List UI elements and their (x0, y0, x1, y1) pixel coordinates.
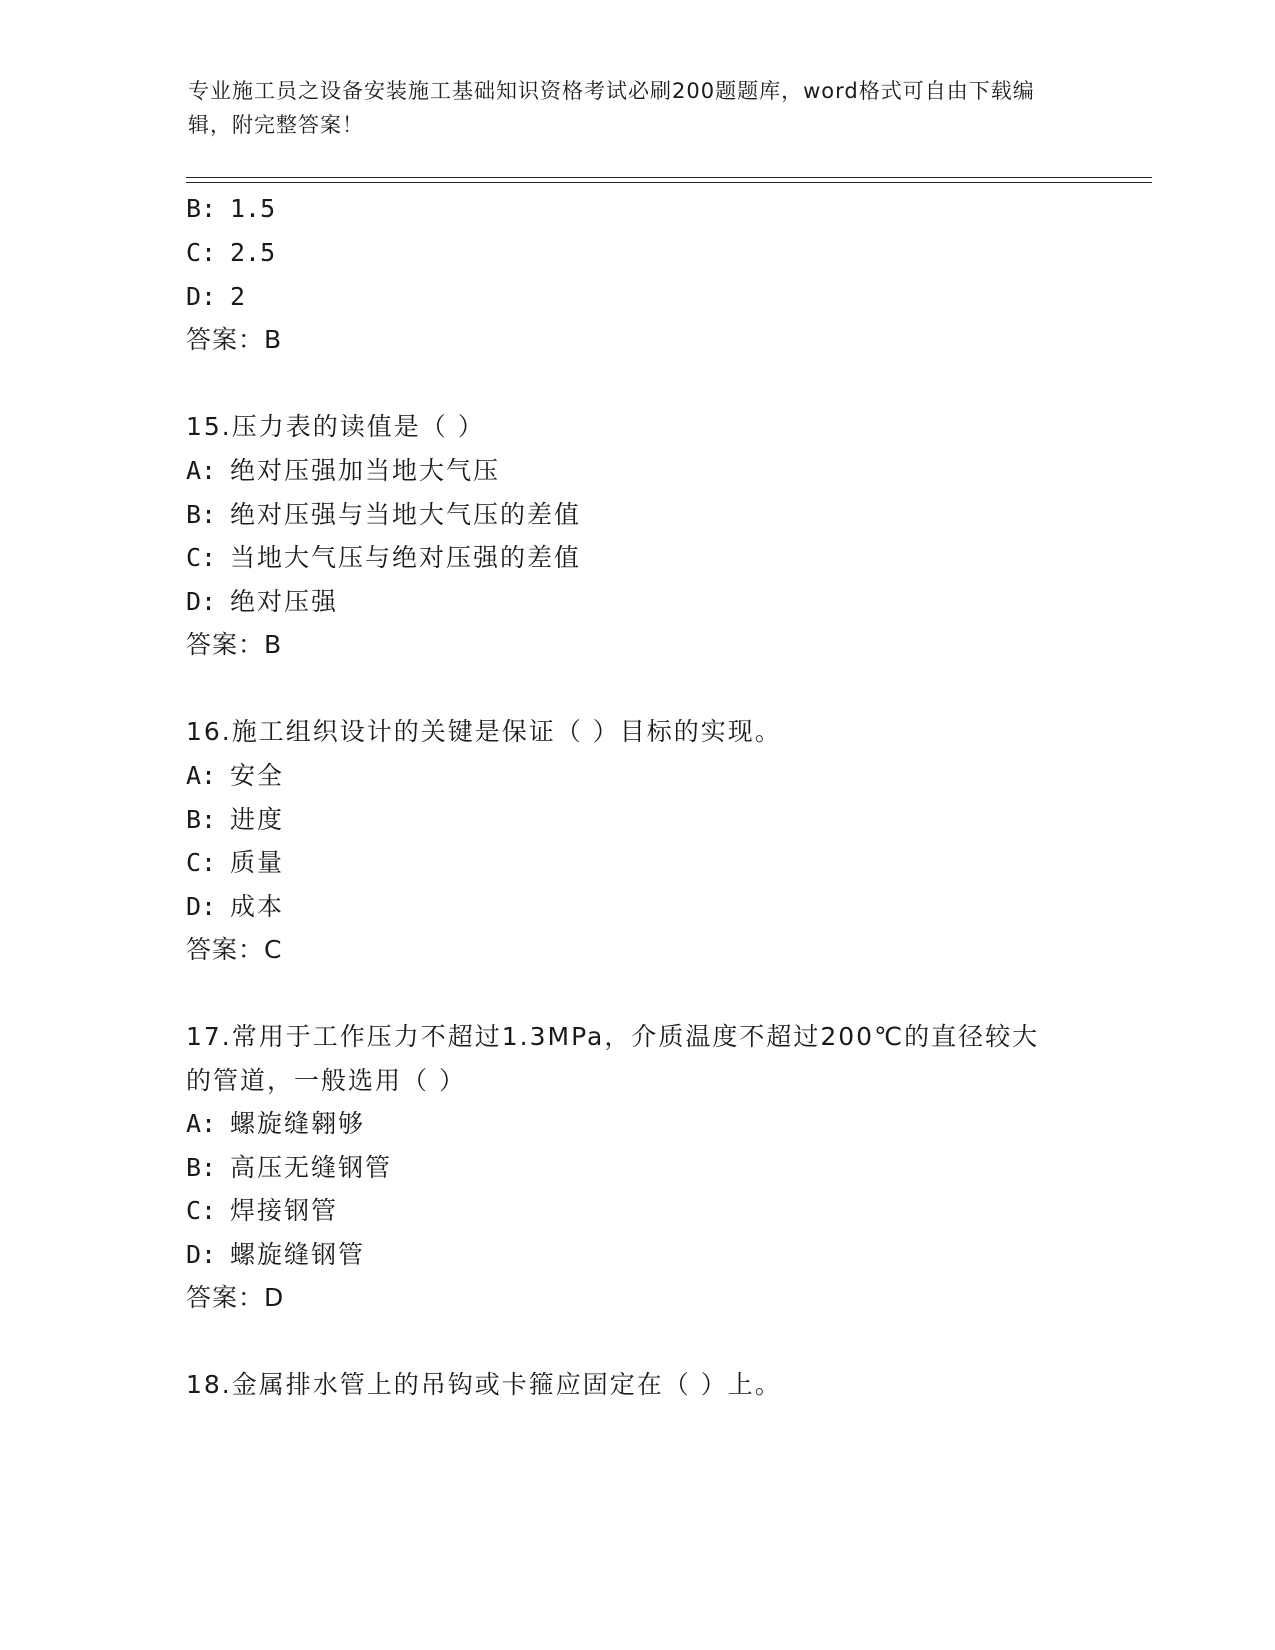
question-17-stem-line-2: 的管道，一般选用（ ） (186, 1066, 466, 1095)
question-17-option-d: D: 螺旋缝钢管 (186, 1240, 366, 1269)
question-17-answer: 答案：D (186, 1283, 285, 1312)
question-15-stem: 15.压力表的读值是（ ） (186, 412, 485, 441)
question-18-stem: 18.金属排水管上的吊钩或卡箍应固定在（ ）上。 (186, 1370, 782, 1399)
question-16-option-c: C: 质量 (186, 848, 285, 877)
option-d: D: 2 (186, 282, 246, 311)
question-16-option-a: A: 安全 (186, 761, 285, 790)
question-15-answer: 答案：B (186, 630, 283, 659)
question-15-option-d: D: 绝对压强 (186, 587, 339, 616)
question-17-option-a: A: 螺旋缝翱够 (186, 1109, 366, 1138)
header-rule-top (186, 177, 1152, 178)
question-15-option-c: C: 当地大气压与绝对压强的差值 (186, 543, 582, 572)
header-rule-bottom (186, 182, 1152, 183)
question-16-option-b: B: 进度 (186, 805, 285, 834)
question-17-option-b: B: 高压无缝钢管 (186, 1153, 393, 1182)
question-16-answer: 答案：C (186, 935, 283, 964)
question-16-option-d: D: 成本 (186, 892, 285, 921)
document-header: 专业施工员之设备安装施工基础知识资格考试必刷200题题库，word格式可自由下载编辑，附完整答案！ (188, 79, 1035, 137)
option-c: C: 2.5 (186, 238, 276, 267)
option-b: B: 1.5 (186, 194, 276, 223)
question-17-stem-line-1: 17.常用于工作压力不超过1.3MPa，介质温度不超过200℃的直径较大 (186, 1022, 1040, 1051)
question-17-option-c: C: 焊接钢管 (186, 1196, 339, 1225)
answer: 答案：B (186, 325, 283, 354)
question-15-option-b: B: 绝对压强与当地大气压的差值 (186, 500, 582, 529)
question-16-stem: 16.施工组织设计的关键是保证（ ）目标的实现。 (186, 717, 782, 746)
question-15-option-a: A: 绝对压强加当地大气压 (186, 456, 501, 485)
